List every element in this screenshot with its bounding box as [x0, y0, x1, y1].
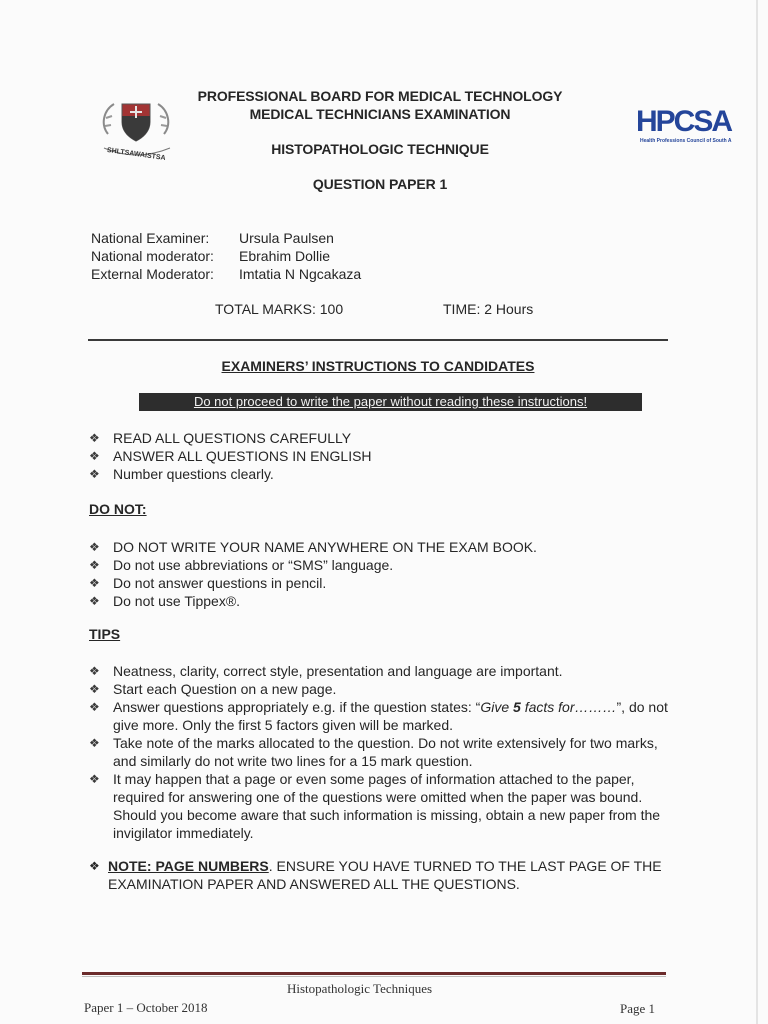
list-item: ❖ ANSWER ALL QUESTIONS IN ENGLISH: [89, 448, 372, 464]
bullet-icon: ❖: [89, 558, 100, 572]
warning-banner: Do not proceed to write the paper without reading these instructions!: [139, 393, 642, 411]
list-item: ❖ READ ALL QUESTIONS CAREFULLY: [89, 430, 352, 446]
tips-heading: TIPS: [89, 626, 121, 642]
list-item: ❖ Take note of the marks allocated to the question. Do not write extensively for two marks, and similarly do not write two lines for a 15 mark question.: [89, 735, 658, 769]
list-item: ❖ Answer questions appropriately e.g. if the question states: “Give 5 facts for………”, do not give more. Only the first 5 factors given will be marked.: [89, 699, 668, 733]
subject-title: HISTOPATHOLOGIC TECHNIQUE: [271, 141, 489, 157]
instructions-title: EXAMINERS’ INSTRUCTIONS TO CANDIDATES: [221, 358, 535, 374]
exam-time: TIME: 2 Hours: [443, 301, 534, 317]
footer-center: Histopathologic Techniques: [287, 981, 433, 996]
moderator-name: Ebrahim Dollie: [239, 248, 331, 264]
list-item: ❖ Number questions clearly.: [89, 466, 274, 482]
bullet-icon: ❖: [89, 859, 100, 873]
general-instructions: [88, 429, 372, 483]
note-text: . ENSURE YOU HAVE TURNED TO THE LAST PAGE OF THE EXAMINATION PAPER AND ANSWERED ALL THE QUESTIONS.: [108, 858, 662, 892]
list-item: ❖ It may happen that a page or even some pages of information attached to the paper, required for answering one of the questions were omitted when the paper was bound. Should you become aware that such information is missing, obtain a new paper from the invigilator immediately.: [89, 771, 661, 841]
moderator-label: National moderator:: [91, 248, 214, 264]
moderator-row: [91, 247, 361, 265]
bullet-icon: ❖: [89, 772, 100, 786]
examiners-block: [91, 229, 361, 283]
footer-page-number: Page 1: [620, 1001, 656, 1016]
exam-title: MEDICAL TECHNICIANS EXAMINATION: [249, 106, 511, 122]
external-moderator-row: [91, 265, 361, 283]
examiner-label: National Examiner:: [91, 230, 210, 246]
list-item: ❖ Neatness, clarity, correct style, presentation and language are important.: [89, 663, 563, 679]
list-item: ❖ Do not use Tippex®.: [89, 593, 241, 609]
bullet-icon: ❖: [89, 682, 100, 696]
bullet-icon: ❖: [89, 467, 100, 481]
page-numbers-note: [88, 857, 678, 893]
bullet-icon: ❖: [89, 449, 100, 463]
external-moderator-label: External Moderator:: [91, 266, 214, 282]
bullet-icon: ❖: [89, 736, 100, 750]
examiner-name: Ursula Paulsen: [239, 230, 334, 246]
examiner-row: [91, 229, 361, 247]
hpcsa-logo: [636, 106, 740, 146]
list-item: ❖ Do not answer questions in pencil.: [89, 575, 327, 591]
do-not-heading: DO NOT:: [89, 501, 147, 517]
board-title: PROFESSIONAL BOARD FOR MEDICAL TECHNOLOGY: [197, 88, 563, 104]
footer-left: Paper 1 – October 2018: [84, 1000, 208, 1015]
hpcsa-wordmark: HPCSA: [636, 105, 732, 138]
bullet-icon: ❖: [89, 664, 100, 678]
bullet-icon: ❖: [89, 431, 100, 445]
bullet-icon: ❖: [89, 594, 100, 608]
external-moderator-name: Imtatia N Ngcakaza: [239, 266, 362, 282]
hpcsa-tagline: Health Professions Council of South A: [640, 138, 732, 144]
crest-motto: SHLTSAWAISTSA: [106, 146, 166, 163]
list-item: ❖ Do not use abbreviations or “SMS” language.: [89, 557, 394, 573]
bullet-icon: ❖: [89, 700, 100, 714]
note-label: NOTE: PAGE NUMBERS: [108, 858, 269, 874]
divider: [88, 339, 668, 341]
list-item: ❖ DO NOT WRITE YOUR NAME ANYWHERE ON THE EXAM BOOK.: [89, 539, 537, 555]
do-not-list: [88, 538, 537, 610]
total-marks: TOTAL MARKS: 100: [215, 301, 344, 317]
list-item: ❖ Start each Question on a new page.: [89, 681, 337, 697]
page-edge: [756, 0, 758, 1024]
tips-list: [88, 662, 668, 842]
bullet-icon: ❖: [89, 576, 100, 590]
bullet-icon: ❖: [89, 540, 100, 554]
footer-rule: [82, 972, 666, 975]
paper-title: QUESTION PAPER 1: [312, 176, 448, 192]
footer-rule-thin: [82, 976, 666, 977]
